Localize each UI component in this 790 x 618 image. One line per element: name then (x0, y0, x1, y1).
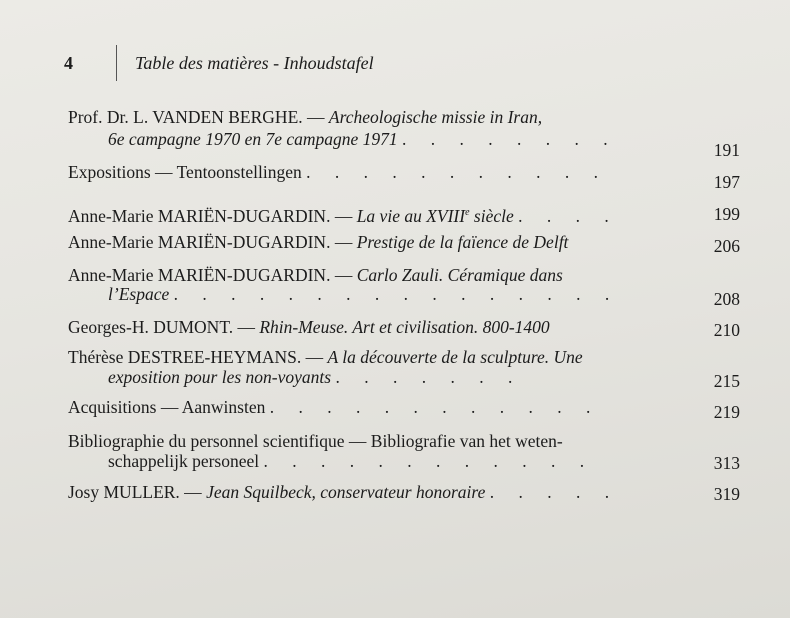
entry-author-continued: schappelijk personeel (108, 451, 260, 471)
entry-author: Acquisitions — Aanwinsten (68, 397, 266, 417)
leader-dots: . . . . . (489, 482, 620, 502)
entry-author: Anne-Marie MARIËN-DUGARDIN. — (68, 232, 357, 252)
leader-dots: . . . . . . . (335, 367, 523, 387)
entry-title-continued: l’Espace (108, 284, 170, 304)
entry-page-number: 208 (713, 289, 740, 309)
entry-author: Bibliographie du personnel scientifique — Bibliografie van het weten- (68, 431, 563, 451)
leader-dots: . . . . . . . . . . . . (269, 397, 601, 417)
entry-author: Prof. Dr. L. VANDEN BERGHE. — (68, 107, 329, 127)
entry-page-number: 313 (713, 453, 740, 473)
toc-entry (68, 432, 594, 471)
leader-dots: . . . . . . . . . . . . . . . . (173, 284, 620, 304)
page-title: Table des matières - Inhoudstafel (135, 52, 374, 73)
entry-author: Anne-Marie MARIËN-DUGARDIN. — (68, 205, 357, 226)
entry-title-continued: 6e campagne 1970 en 7e campagne 1971 (108, 129, 398, 149)
entry-title-continued: exposition pour les non-voyants (108, 367, 332, 387)
entry-title: La vie au XVIIIe siècle (356, 205, 514, 226)
entry-page-number: 199 (713, 204, 740, 224)
entry-title: A la découverte de la sculpture. Une (327, 347, 583, 367)
entry-title: Archeologische missie in Iran, (328, 107, 543, 127)
entry-page-number: 191 (713, 140, 740, 160)
entry-author: Georges-H. DUMONT. — (68, 317, 260, 337)
toc-entry (68, 108, 618, 149)
entry-author: Thérèse DESTREE-HEYMANS. — (68, 347, 328, 367)
toc-entry (68, 483, 619, 502)
entry-title: Rhin-Meuse. Art et civilisation. 800-1400 (259, 317, 550, 337)
entry-author: Anne-Marie MARIËN-DUGARDIN. — (68, 265, 357, 285)
toc-entry (68, 348, 583, 387)
header-divider (116, 45, 117, 81)
page-number: 4 (64, 52, 73, 73)
page-header (64, 48, 374, 78)
toc-entry (68, 203, 619, 226)
entry-page-number: 215 (713, 371, 740, 391)
leader-dots: . . . . . . . . . . . (306, 162, 608, 182)
entry-author: Josy MULLER. — (68, 482, 207, 502)
entry-page-number: 219 (713, 402, 740, 422)
leader-dots: . . . . . . . . . . . . (263, 451, 595, 471)
leader-dots: . . . . . . . . (402, 129, 618, 149)
entry-author: Expositions — Tentoonstellingen (68, 162, 302, 182)
entry-page-number: 319 (713, 484, 740, 504)
toc-entry (68, 163, 608, 182)
entry-title: Prestige de la faïence de Delft (356, 232, 569, 252)
toc-entry (68, 266, 619, 304)
entry-page-number: 206 (713, 236, 740, 256)
entry-page-number: 210 (713, 320, 740, 340)
entry-title: Carlo Zauli. Céramique dans (356, 265, 563, 285)
leader-dots: . . . . (518, 205, 619, 226)
entry-title: Jean Squilbeck, conservateur honoraire (206, 482, 486, 502)
toc-entry (68, 318, 550, 337)
toc-entry (68, 233, 568, 252)
entry-page-number: 197 (713, 172, 740, 192)
toc-entry (68, 398, 600, 417)
